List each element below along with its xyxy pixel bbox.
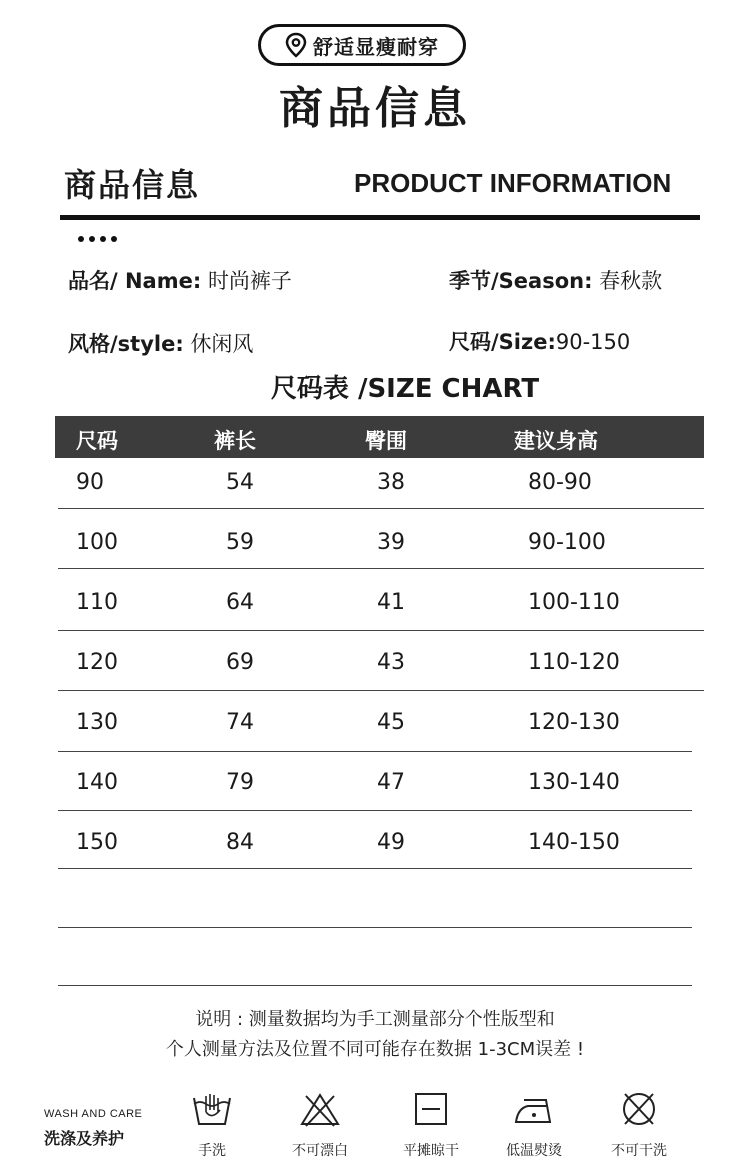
cell-height: 100-110 xyxy=(528,590,620,615)
cell-height: 120-130 xyxy=(528,710,620,735)
info-name-value: 时尚裤子 xyxy=(207,269,292,293)
care-label: 手洗 xyxy=(198,1143,226,1159)
no-bleach-icon xyxy=(298,1090,342,1130)
cell-length: 79 xyxy=(226,770,254,795)
cell-size: 90 xyxy=(76,470,104,495)
cell-hip: 39 xyxy=(377,530,405,555)
cell-size: 100 xyxy=(76,530,118,555)
care-label: 不可漂白 xyxy=(292,1143,348,1159)
cell-length: 54 xyxy=(226,470,254,495)
info-season-value: 春秋款 xyxy=(599,269,663,293)
section-title-en: PRODUCT INFORMATION xyxy=(354,168,672,198)
care-item-flat-dry xyxy=(386,1090,476,1160)
info-size-value: 90-150 xyxy=(555,330,631,354)
note-line-2: 个人测量方法及位置不同可能存在数据 1-3CM误差 ! xyxy=(165,1039,585,1060)
section-title-cn: 商品信息 xyxy=(64,166,201,204)
cell-size: 150 xyxy=(76,830,118,855)
cell-length: 74 xyxy=(226,710,254,735)
cell-size: 140 xyxy=(76,770,118,795)
info-size-label: 尺码/Size: xyxy=(449,330,556,354)
cell-height: 140-150 xyxy=(528,830,620,855)
care-title-cn: 洗涤及养护 xyxy=(44,1129,125,1148)
note-line-1: 说明 : 测量数据均为手工测量部分个性版型和 xyxy=(195,1009,555,1030)
cell-hip: 49 xyxy=(377,830,405,855)
cell-length: 64 xyxy=(226,590,254,615)
table-row xyxy=(0,530,750,590)
row-divider xyxy=(58,985,692,986)
page-title: 商品信息 xyxy=(279,83,471,134)
badge-text: 舒适显瘦耐穿 xyxy=(313,34,439,59)
row-divider xyxy=(58,927,692,928)
cell-length: 69 xyxy=(226,650,254,675)
cell-size: 110 xyxy=(76,590,118,615)
info-style-value: 休闲风 xyxy=(190,332,254,356)
cell-height: 130-140 xyxy=(528,770,620,795)
row-divider xyxy=(58,508,704,509)
info-name xyxy=(68,265,292,295)
info-season-label: 季节/Season: xyxy=(449,269,593,293)
info-style xyxy=(68,328,253,358)
row-divider xyxy=(58,568,704,569)
cell-height: 90-100 xyxy=(528,530,606,555)
care-item-no-dry-clean xyxy=(594,1090,684,1160)
header-size: 尺码 xyxy=(76,429,118,453)
info-season xyxy=(449,265,662,295)
low-iron-icon xyxy=(512,1090,556,1130)
table-row xyxy=(0,590,750,650)
info-name-label: 品名/ Name: xyxy=(68,269,202,293)
section-divider xyxy=(60,215,700,220)
cell-length: 59 xyxy=(226,530,254,555)
hand-wash-icon xyxy=(190,1090,234,1130)
measurement-note xyxy=(0,1005,750,1065)
info-style-label: 风格/style: xyxy=(68,332,184,356)
care-label: 平摊晾干 xyxy=(403,1143,459,1159)
flat-dry-icon xyxy=(409,1090,453,1130)
feature-badge xyxy=(258,24,466,66)
table-row xyxy=(0,710,750,770)
no-dry-clean-icon xyxy=(617,1090,661,1130)
decorative-dots xyxy=(78,236,117,242)
header-hip: 臀围 xyxy=(365,429,407,453)
header-height: 建议身高 xyxy=(514,429,598,453)
size-table-header xyxy=(55,416,704,458)
cell-length: 84 xyxy=(226,830,254,855)
row-divider xyxy=(58,868,692,869)
cell-hip: 45 xyxy=(377,710,405,735)
cell-size: 130 xyxy=(76,710,118,735)
cell-height: 110-120 xyxy=(528,650,620,675)
table-row xyxy=(0,830,750,890)
care-item-no-bleach xyxy=(275,1090,365,1160)
table-row xyxy=(0,770,750,830)
info-size xyxy=(449,326,630,356)
cell-size: 120 xyxy=(76,650,118,675)
location-pin-icon xyxy=(285,32,307,58)
table-row xyxy=(0,650,750,710)
row-divider xyxy=(58,810,692,811)
care-label: 低温熨烫 xyxy=(506,1143,562,1159)
cell-hip: 47 xyxy=(377,770,405,795)
care-item-hand-wash xyxy=(167,1090,257,1160)
cell-hip: 41 xyxy=(377,590,405,615)
row-divider xyxy=(58,690,704,691)
header-length: 裤长 xyxy=(214,429,256,453)
table-row xyxy=(0,470,750,530)
cell-hip: 43 xyxy=(377,650,405,675)
care-label: 不可干洗 xyxy=(611,1143,667,1159)
size-chart-title: 尺码表 /SIZE CHART xyxy=(270,374,540,404)
cell-height: 80-90 xyxy=(528,470,592,495)
care-title-en: WASH AND CARE xyxy=(44,1108,143,1120)
cell-hip: 38 xyxy=(377,470,405,495)
row-divider xyxy=(58,751,692,752)
care-item-low-iron xyxy=(489,1090,579,1160)
row-divider xyxy=(58,630,704,631)
